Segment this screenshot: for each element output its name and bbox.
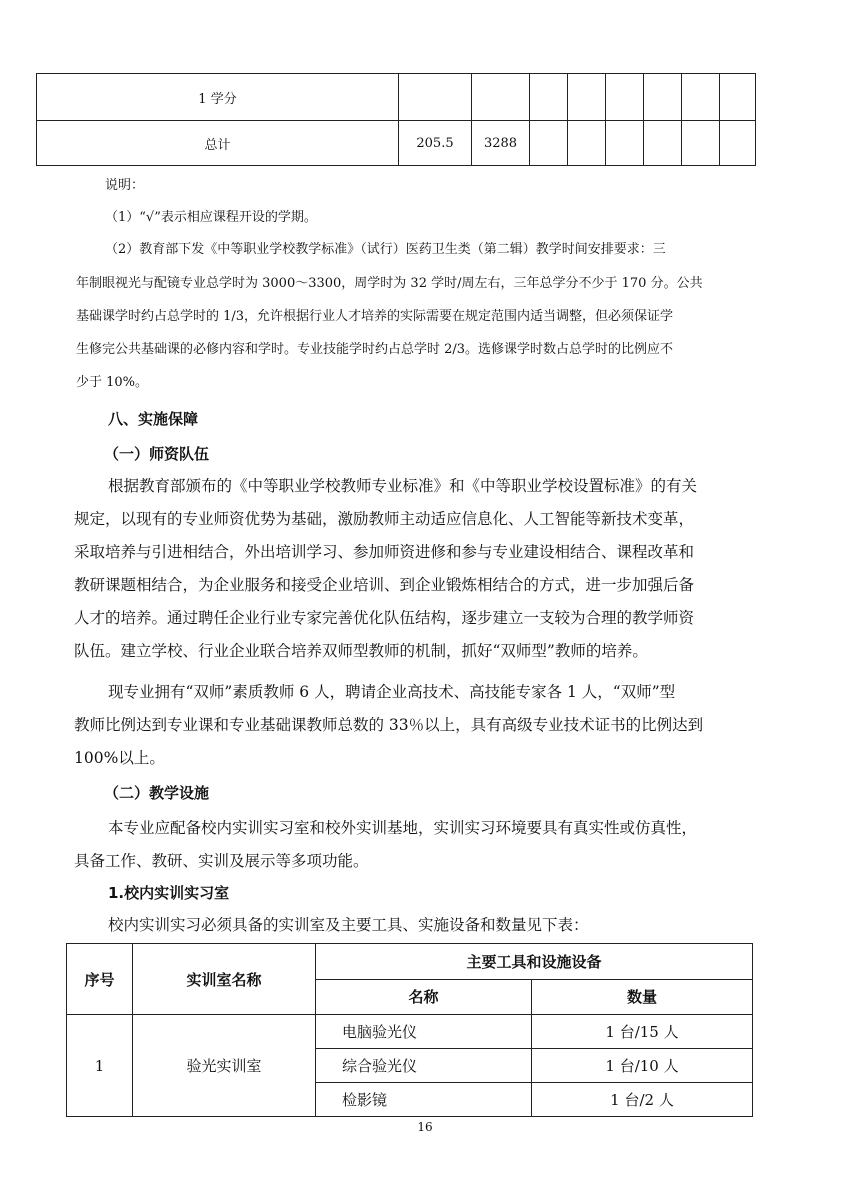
hours-cell: 3288: [472, 121, 530, 166]
paragraph-facilities: 本专业应配备校内实训实习室和校外实训基地，实训实习环境要具有真实性或仿真性， 具备工作、教研、实训及展示等多项功能。: [74, 819, 698, 870]
item-name: 检影镜: [316, 1083, 532, 1117]
table-row: [67, 1015, 753, 1049]
notes-title: 说明：: [105, 178, 145, 193]
row-room: 验光实训室: [133, 1015, 316, 1117]
subsection-heading: 1.校内实训实习室: [108, 884, 230, 902]
subsection-heading: （一）师资队伍: [104, 445, 210, 463]
item-name: 综合验光仪: [316, 1049, 532, 1083]
subsection-heading: （二）教学设施: [104, 784, 210, 802]
credits-cell: [399, 74, 472, 121]
paragraph-dual-teachers: 现专业拥有“双师”素质教师 6 人，聘请企业高技术、高技能专家各 1 人，“双师”型 教师比例达到专业课和专业基础课教师总数的 33％以上，具有高级专业技术证书的比例达到 100%以上。: [74, 683, 704, 767]
section-heading: 八、实施保障: [108, 410, 199, 428]
note-2: （2）教育部下发《中等职业学校教学标准》（试行）医药卫生类（第二辑）教学时间安排要求：三: [105, 242, 666, 257]
row-no: 1: [67, 1015, 133, 1117]
row-label: 总计: [37, 121, 399, 166]
item-qty: 1 台/15 人: [532, 1015, 753, 1049]
paragraph-faculty: 根据教育部颁布的《中等职业学校教师专业标准》和《中等职业学校设置标准》的有关 规定，以现有的专业师资优势为基础，激励教师主动适应信息化、人工智能等新技术变革， 采取培养与引进相结合，外出培训学习、参加师资进修和参与专业建设相结合、课程改革和 教研课题相结合，为企业服务和接受企业培训、到企业锻炼相结合的方式，进一步加强后备 人才的培养。通过聘任企业行业专家完善优化队伍结构，逐步建立一支较为合理的教学师资 队伍。建立学校、行业企业联合培养双师型教师的机制，抓好“双师型”教师的培养。: [74, 477, 698, 660]
table-row: [37, 74, 756, 121]
table-row: [37, 121, 756, 166]
facility-table: [66, 943, 753, 1117]
page-number: 16: [417, 1120, 433, 1134]
note-1: （1）“√”表示相应课程开设的学期。: [105, 210, 317, 225]
paragraph-table-intro: 校内实训实习必须具备的实训室及主要工具、实施设备和数量见下表：: [108, 916, 589, 934]
header-tools: 主要工具和设施设备: [316, 944, 753, 980]
item-name: 电脑验光仪: [316, 1015, 532, 1049]
note-2-line: 生修完公共基础课的必修内容和学时。专业技能学时约占总学时 2/3。选修课学时数占总学时的比例应不: [76, 342, 674, 357]
note-2-line: 年制眼视光与配镜专业总学时为 3000～3300，周学时为 32 学时/周左右，三年总学分不少于 170 分。公共: [76, 276, 703, 291]
hours-cell: [472, 74, 530, 121]
item-qty: 1 台/10 人: [532, 1049, 753, 1083]
header-qty: 数量: [532, 979, 753, 1015]
item-qty: 1 台/2 人: [532, 1083, 753, 1117]
note-2-line: 基础课学时约占总学时的 1/3，允许根据行业人才培养的实际需要在规定范围内适当调整，但必须保证学: [76, 309, 674, 324]
note-2-line: 少于 10%。: [76, 375, 149, 390]
header-no: 序号: [67, 944, 133, 1015]
row-label: 1 学分: [37, 74, 399, 121]
schedule-table: [36, 73, 756, 166]
table-header-row: [67, 944, 753, 980]
credits-cell: 205.5: [399, 121, 472, 166]
header-room: 实训室名称: [133, 944, 316, 1015]
header-name: 名称: [316, 979, 532, 1015]
